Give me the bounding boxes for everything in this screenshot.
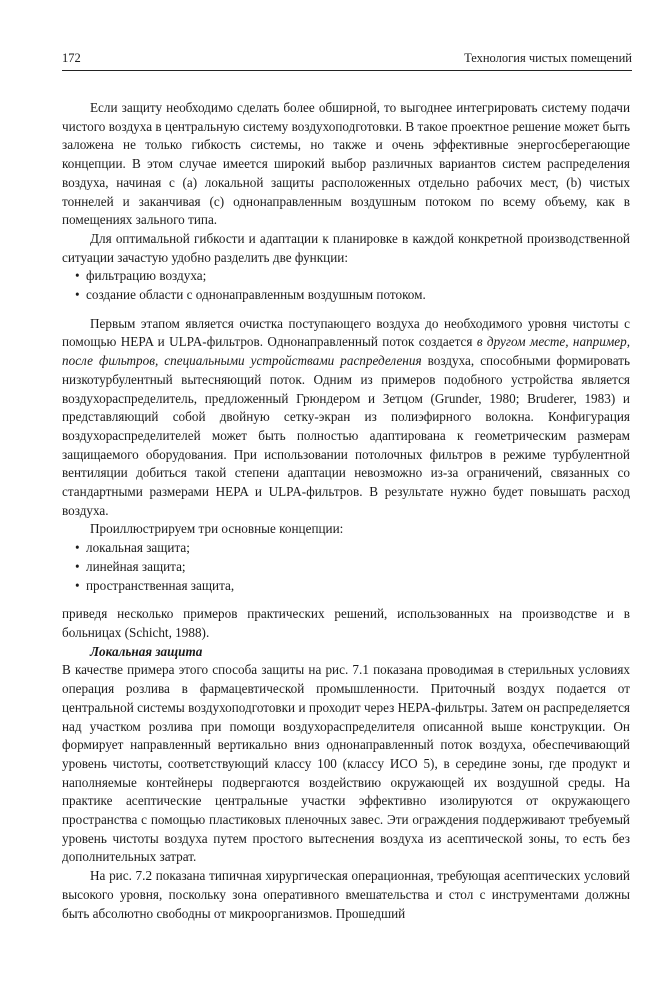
paragraph-text: Первым этапом является очистка поступающего воздуха до необходимого уровня чистоты с помощью HEPA и ULPA-фильтров. Однонаправленный поток создается: [62, 315, 630, 350]
list-item: • создание области с однонаправленным воздушным потоком.: [76, 286, 630, 305]
paragraph: Проиллюстрируем три основные концепции:: [90, 521, 344, 537]
paragraph: На рис. 7.2 показана типичная хирургическая операционная, требующая асептических условий высокого уровня, поскольку зона оперативного вмешательства и стол с инструментами должны быть абсолютно свободны от микроорганизмов. Прошедший: [62, 868, 630, 921]
page-body: [62, 99, 630, 923]
list-item: • пространственная защита,: [76, 577, 630, 596]
paragraph: Если защиту необходимо сделать более обширной, то выгоднее интегрировать систему подачи чистого воздуха в центральную систему воздухоподготовки. В такое проектное решение может быть заложена не только гибкость системы, но также и очень эффективные энергосберегающие концепции. В этом случае имеется широкий выбор различных вариантов систем распределения воздуха, начиная с (a) локальной защиты расположенных отдельно рабочих мест, (b) чистых тоннелей и заканчивая (c) однонаправленным воздушным потоком по всему объему, как в помещениях зального типа.: [62, 100, 630, 228]
list-item: • фильтрацию воздуха;: [76, 267, 630, 286]
paragraph: приведя несколько примеров практических решений, использованных на производстве и в больницах (Schicht, 1988).: [62, 606, 630, 640]
paragraph: В качестве примера этого способа защиты на рис. 7.1 показана проводимая в стерильных условиях операция розлива в фармацевтической промышленности. Приточный воздух подается от центральной системы воздухоподготовки и проходит через HEPA-фильтры. Затем он распределяется над участком розлива при помощи воздухораспределителя описанной выше конструкции. Он формирует направленный вертикально вниз однонаправленный поток воздуха, обеспечивающий уровень чистоты, соответствующий классу 100 (классу ИСО 5), в середине зоны, где продукт и наполняемые контейнеры подвергаются воздействию окружающей их воздушной среды. На практике асептические центральные участки эффективно изолируются от окружающего пространства с помощью пластиковых пленочных завес. Эти ограждения поддерживают требуемый уровень чистоты воздуха путем простого вытеснения воздуха из асептической зоны, то есть без дополнительных затрат.: [62, 662, 630, 865]
list-item: • линейная защита;: [76, 558, 630, 577]
running-title: Технология чистых помещений: [464, 51, 632, 65]
page-number: 172: [62, 51, 81, 65]
list-item: • локальная защита;: [76, 539, 630, 558]
bullet-list: [62, 539, 630, 595]
header-rule: [62, 70, 632, 71]
section-heading: Локальная защита: [90, 643, 203, 659]
emphasized-text: в другом месте, например, после фильтров, специальными устройствами распределения: [62, 334, 630, 369]
paragraph: Для оптимальной гибкости и адаптации к планировке в каждой конкретной производственной ситуации зачастую удобно разделить две функции:: [62, 230, 630, 265]
paragraph: [62, 315, 630, 521]
paragraph-text: воздуха, способными формировать низкотурбулентный вытесняющий поток. Одним из примеров подобного устройства является воздухораспределитель, предложенный Грюндером и Зетцом (Grunder, 1980; Bruderer, 1983) и представляющий собой двойную сетку-экран из полиэфирного волокна. Конфигурация воздухораспределителей может быть полностью адаптирована к геометрическим размерам защищаемого оборудования. При использовании потолочных фильтров в режиме турбулентной вентиляции добиться такой степени адаптации невозможно из-за ограничений, связанных со стандартными размерами HEPA и ULPA-фильтров. В результате нужно будет повышать расход воздуха.: [62, 353, 630, 518]
bullet-list: [62, 267, 630, 304]
running-header: [62, 51, 632, 66]
